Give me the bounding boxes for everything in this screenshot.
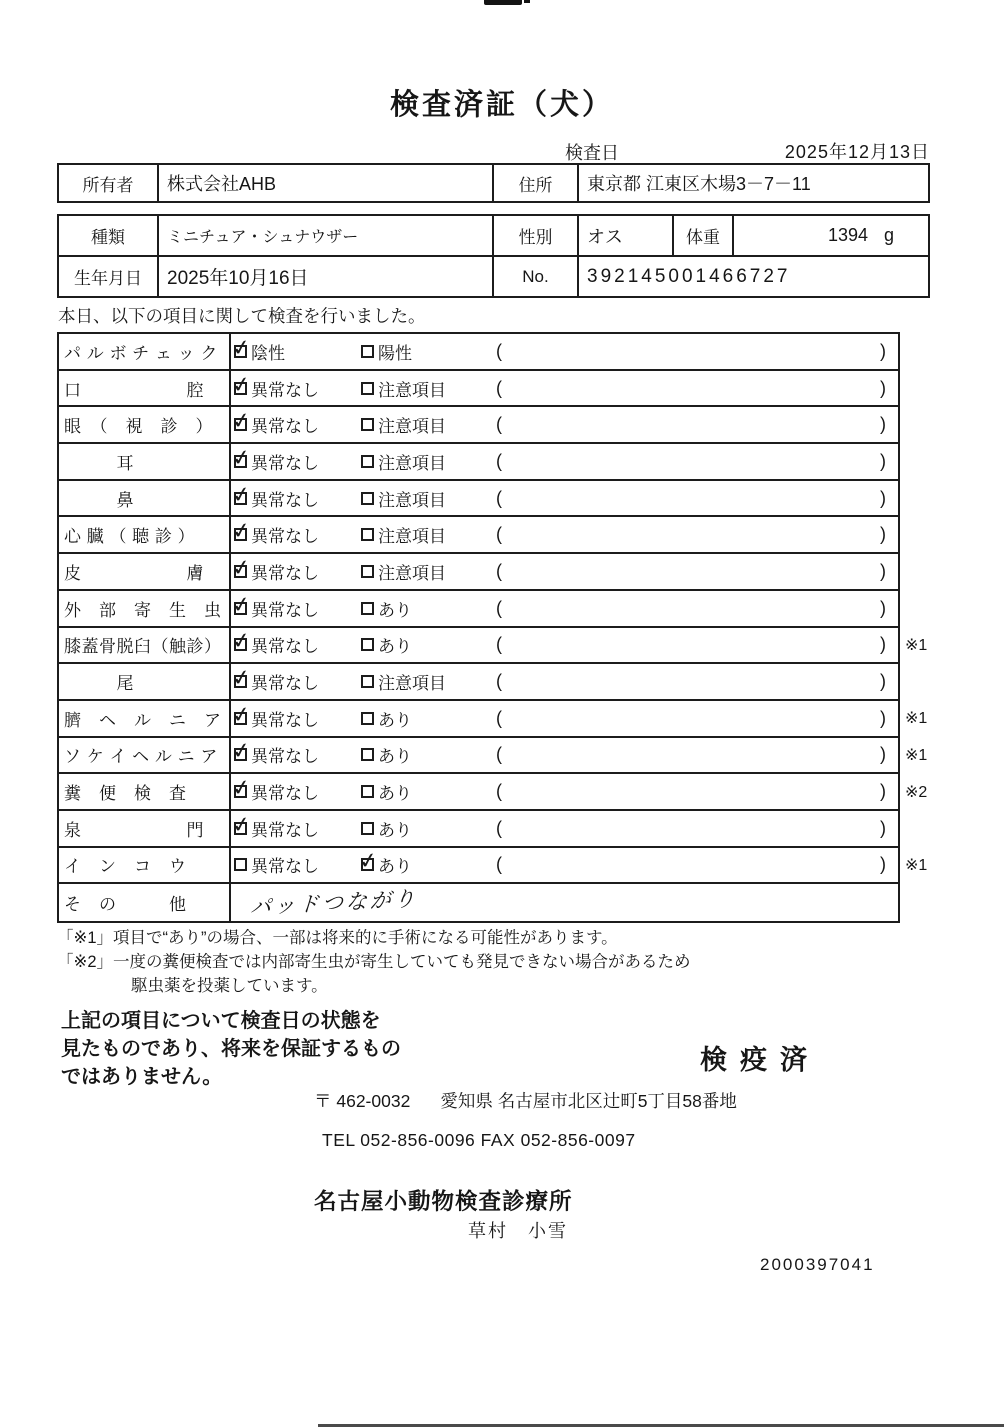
checkbox-icon (361, 528, 374, 541)
paren-close-text: ) (880, 707, 886, 728)
paren-open-text: ( (496, 744, 502, 765)
footnote-1: 「※1」項目で“あり”の場合、一部は将来的に手術になる可能性があります。 (57, 929, 618, 947)
paren-open-text: ( (496, 524, 502, 545)
disclaimer (61, 1007, 401, 1091)
option-2-label: 注意項目 (378, 674, 446, 694)
table-row (59, 848, 928, 885)
option-2 (361, 339, 496, 364)
option-2 (361, 706, 496, 731)
item-options (231, 664, 898, 699)
clinic-name: 名古屋小動物検査診療所 (314, 1189, 573, 1214)
item-label: 鼻 (59, 481, 231, 516)
item-options (231, 334, 898, 369)
option-1 (234, 559, 361, 584)
option-1-label: 異常なし (251, 857, 319, 877)
table-row (59, 334, 898, 371)
item-label: イ ン コ ウ (59, 848, 231, 883)
footnote-2: 「※2」一度の糞便検査では内部寄生虫が寄生していても発見できない場合があるため (57, 953, 691, 971)
checkbox-icon (361, 565, 374, 578)
result-blank (496, 378, 898, 399)
paren-open-text: ( (496, 487, 502, 508)
option-1 (234, 596, 361, 621)
option-1-label: 異常なし (251, 490, 319, 510)
option-1-label: 異常なし (251, 417, 319, 437)
item-content (231, 884, 898, 921)
option-1-label: 異常なし (251, 747, 319, 767)
option-1 (234, 816, 361, 841)
no-label: No. (492, 257, 577, 296)
option-2-label: あり (378, 637, 412, 657)
disclaimer-line3: ではありません。 (61, 1066, 223, 1088)
paren-close-text: ) (880, 414, 886, 435)
weight-unit: g (883, 225, 894, 245)
option-2 (361, 449, 496, 474)
option-1-label: 異常なし (251, 527, 319, 547)
option-2 (361, 596, 496, 621)
option-2-label: 注意項目 (378, 380, 446, 400)
quarantine-stamp: 検疫済 (700, 1045, 820, 1075)
table-row (59, 628, 928, 665)
table-row (59, 738, 928, 775)
paren-close-text: ) (880, 634, 886, 655)
weight-cell (732, 216, 928, 255)
checkbox-icon (361, 455, 374, 468)
option-2-label: 注意項目 (378, 563, 446, 583)
owner-table (57, 163, 930, 203)
disclaimer-line1: 上記の項目について検査日の状態を (61, 1010, 381, 1032)
option-2-label: あり (378, 747, 412, 767)
disclaimer-line2: 見たものであり、将来を保証するもの (61, 1038, 401, 1060)
result-blank (496, 671, 898, 692)
checkbox-icon (234, 455, 247, 468)
option-2-label: あり (378, 784, 412, 804)
item-label: 眼 （ 視 診 ） (59, 407, 231, 442)
checkbox-icon (234, 785, 247, 798)
checkbox-icon (234, 492, 247, 505)
result-blank (496, 524, 898, 545)
item-label: パ ル ボ チ ェ ッ ク (59, 334, 231, 369)
result-blank (496, 708, 898, 729)
paren-close-text: ) (880, 744, 886, 765)
clinic-tel-fax: TEL 052-856-0096 FAX 052-856-0097 (322, 1130, 636, 1150)
intro-text: 本日、以下の項目に関して検査を行いました。 (58, 306, 426, 326)
option-1-label: 異常なし (251, 637, 319, 657)
option-2-label: 注意項目 (378, 453, 446, 473)
item-label: 臍 ヘ ル ニ ア (59, 701, 231, 736)
checkbox-icon (361, 712, 374, 725)
item-options (231, 407, 898, 442)
paren-close-text: ) (880, 487, 886, 508)
option-1-label: 異常なし (251, 453, 319, 473)
checkbox-icon (234, 748, 247, 761)
checkbox-icon (361, 602, 374, 615)
address-label: 住所 (492, 165, 577, 201)
birth-value: 2025年10月16日 (157, 257, 492, 296)
option-1 (234, 486, 361, 511)
clinic-postal: 〒 462-0032 (314, 1091, 411, 1111)
paren-close-text: ) (880, 560, 886, 581)
option-2-label: あり (378, 710, 412, 730)
checkbox-icon (234, 602, 247, 615)
paren-close-text: ) (880, 817, 886, 838)
item-note: ※1 (905, 710, 928, 728)
option-2 (361, 852, 496, 877)
paren-open-text: ( (496, 597, 502, 618)
inspection-rows (59, 334, 928, 884)
result-blank (496, 818, 898, 839)
paren-open-text: ( (496, 854, 502, 875)
paren-close-text: ) (880, 597, 886, 618)
paren-close-text: ) (880, 340, 886, 361)
table-row-other (59, 884, 898, 921)
table-row (59, 481, 898, 518)
table-row (59, 165, 928, 201)
paren-open-text: ( (496, 671, 502, 692)
item-options (231, 371, 898, 406)
vet-name: 草村 小雪 (468, 1221, 568, 1241)
scan-artifact (318, 1424, 1004, 1427)
option-1 (234, 449, 361, 474)
table-row (59, 407, 898, 444)
option-1 (234, 706, 361, 731)
option-1-label: 異常なし (251, 380, 319, 400)
page-title: 検査済証（犬） (389, 89, 614, 121)
paren-open-text: ( (496, 414, 502, 435)
option-2-label: あり (378, 820, 412, 840)
item-label: 膝蓋骨脱臼（触診） (59, 628, 231, 663)
checkbox-icon (234, 418, 247, 431)
owner-label: 所有者 (82, 175, 134, 195)
footnotes (57, 926, 691, 998)
sex-value: オス (577, 216, 672, 255)
paren-close-text: ) (880, 671, 886, 692)
item-label: 耳 (59, 444, 231, 479)
option-2-label: 陽性 (378, 343, 412, 363)
item-note: ※1 (905, 636, 928, 654)
option-1 (234, 852, 361, 877)
option-2-label: あり (378, 857, 412, 877)
checkbox-icon (234, 565, 247, 578)
address-value: 東京都 江東区木場3－7－11 (577, 165, 928, 201)
checkbox-icon (234, 345, 247, 358)
item-label: 口 腔 (59, 371, 231, 406)
table-row (59, 701, 928, 738)
exam-date-label: 検査日 (565, 143, 619, 163)
option-2 (361, 522, 496, 547)
result-blank (496, 451, 898, 472)
option-1 (234, 742, 361, 767)
table-row (59, 774, 928, 811)
paren-close-text: ) (880, 450, 886, 471)
item-label: 泉 門 (59, 811, 231, 846)
inspection-table (57, 332, 928, 923)
checkbox-icon (361, 492, 374, 505)
item-note: ※1 (905, 746, 928, 764)
clinic-address-line (314, 1088, 737, 1113)
breed-label: 種類 (91, 228, 125, 247)
result-blank (496, 414, 898, 435)
owner-value: 株式会社AHB (157, 165, 492, 201)
option-1 (234, 669, 361, 694)
clinic-address: 愛知県 名古屋市北区辻町5丁目58番地 (440, 1091, 737, 1111)
option-1-label: 陰性 (251, 343, 285, 363)
birth-label: 生年月日 (74, 269, 142, 288)
pet-table (57, 214, 930, 298)
paren-open-text: ( (496, 781, 502, 802)
weight-label: 体重 (672, 216, 732, 255)
paren-open-text: ( (496, 634, 502, 655)
table-row (59, 517, 898, 554)
option-2 (361, 816, 496, 841)
result-blank (496, 561, 898, 582)
item-options (231, 701, 898, 736)
item-label: 心 臓 （ 聴 診 ） (59, 517, 231, 552)
paren-open-text: ( (496, 817, 502, 838)
paren-close-text: ) (880, 377, 886, 398)
option-1-label: 異常なし (251, 710, 319, 730)
paren-close-text: ) (880, 524, 886, 545)
option-1 (234, 632, 361, 657)
document-serial: 2000397041 (760, 1255, 875, 1274)
checkbox-icon (361, 858, 374, 871)
checkbox-icon (234, 822, 247, 835)
checkbox-icon (361, 748, 374, 761)
option-2-label: 注意項目 (378, 417, 446, 437)
result-blank (496, 634, 898, 655)
item-options (231, 481, 898, 516)
option-2 (361, 669, 496, 694)
item-label: 糞 便 検 査 (59, 774, 231, 809)
breed-value: ミニチュア・シュナウザー (157, 216, 492, 255)
option-2 (361, 779, 496, 804)
table-row (59, 255, 928, 296)
checkbox-icon (234, 638, 247, 651)
option-2-label: 注意項目 (378, 527, 446, 547)
item-options (231, 591, 898, 626)
paren-open-text: ( (496, 450, 502, 471)
item-options (231, 517, 898, 552)
option-2 (361, 742, 496, 767)
table-row (59, 664, 898, 701)
option-1 (234, 376, 361, 401)
option-2 (361, 376, 496, 401)
checkbox-icon (234, 858, 247, 871)
option-2-label: あり (378, 600, 412, 620)
checkbox-icon (361, 382, 374, 395)
table-row (59, 554, 898, 591)
scan-artifact (484, 0, 522, 5)
option-1 (234, 412, 361, 437)
handwritten-note: パッドつながり (249, 887, 419, 920)
sex-label: 性別 (492, 216, 577, 255)
paren-open-text: ( (496, 707, 502, 728)
weight-value: 1394 (827, 225, 868, 245)
checkbox-icon (361, 638, 374, 651)
item-note: ※1 (905, 856, 928, 874)
checkbox-icon (361, 418, 374, 431)
checkbox-icon (234, 712, 247, 725)
item-note: ※2 (905, 783, 928, 801)
checkbox-icon (361, 785, 374, 798)
result-blank (496, 781, 898, 802)
scan-artifact (524, 0, 530, 3)
item-options (231, 628, 898, 663)
item-label: 皮 膚 (59, 554, 231, 589)
table-row (59, 811, 898, 848)
option-1-label: 異常なし (251, 600, 319, 620)
option-2 (361, 486, 496, 511)
item-options (231, 554, 898, 589)
checkbox-icon (361, 345, 374, 358)
option-2 (361, 412, 496, 437)
table-row (59, 371, 898, 408)
paren-open-text: ( (496, 377, 502, 398)
option-1 (234, 779, 361, 804)
checkbox-icon (361, 675, 374, 688)
item-label: そ の 他 (59, 884, 231, 921)
result-blank (496, 854, 898, 875)
no-value: 392145001466727 (577, 257, 928, 296)
option-1-label: 異常なし (251, 674, 319, 694)
option-2-label: 注意項目 (378, 490, 446, 510)
result-blank (496, 598, 898, 619)
option-1-label: 異常なし (251, 820, 319, 840)
option-1 (234, 339, 361, 364)
item-options (231, 811, 898, 846)
paren-open-text: ( (496, 560, 502, 581)
checkbox-icon (361, 822, 374, 835)
exam-date-value: 2025年12月13日 (784, 142, 930, 162)
item-options (231, 444, 898, 479)
option-1-label: 異常なし (251, 563, 319, 583)
option-2 (361, 632, 496, 657)
item-options (231, 848, 898, 883)
item-options (231, 738, 898, 773)
paren-close-text: ) (880, 854, 886, 875)
item-label: 外 部 寄 生 虫 (59, 591, 231, 626)
checkbox-icon (234, 675, 247, 688)
item-label: 尾 (59, 664, 231, 699)
table-row (59, 444, 898, 481)
result-blank (496, 744, 898, 765)
item-options (231, 774, 898, 809)
footnote-2b: 駆虫薬を投薬しています。 (131, 977, 328, 995)
table-row (59, 591, 898, 628)
item-label: ソ ケ イ ヘ ル ニ ア (59, 738, 231, 773)
paren-close-text: ) (880, 781, 886, 802)
paren-open-text: ( (496, 340, 502, 361)
result-blank (496, 488, 898, 509)
option-1-label: 異常なし (251, 784, 319, 804)
option-2 (361, 559, 496, 584)
checkbox-icon (234, 528, 247, 541)
result-blank (496, 341, 898, 362)
checkbox-icon (234, 382, 247, 395)
table-row (59, 216, 928, 255)
option-1 (234, 522, 361, 547)
